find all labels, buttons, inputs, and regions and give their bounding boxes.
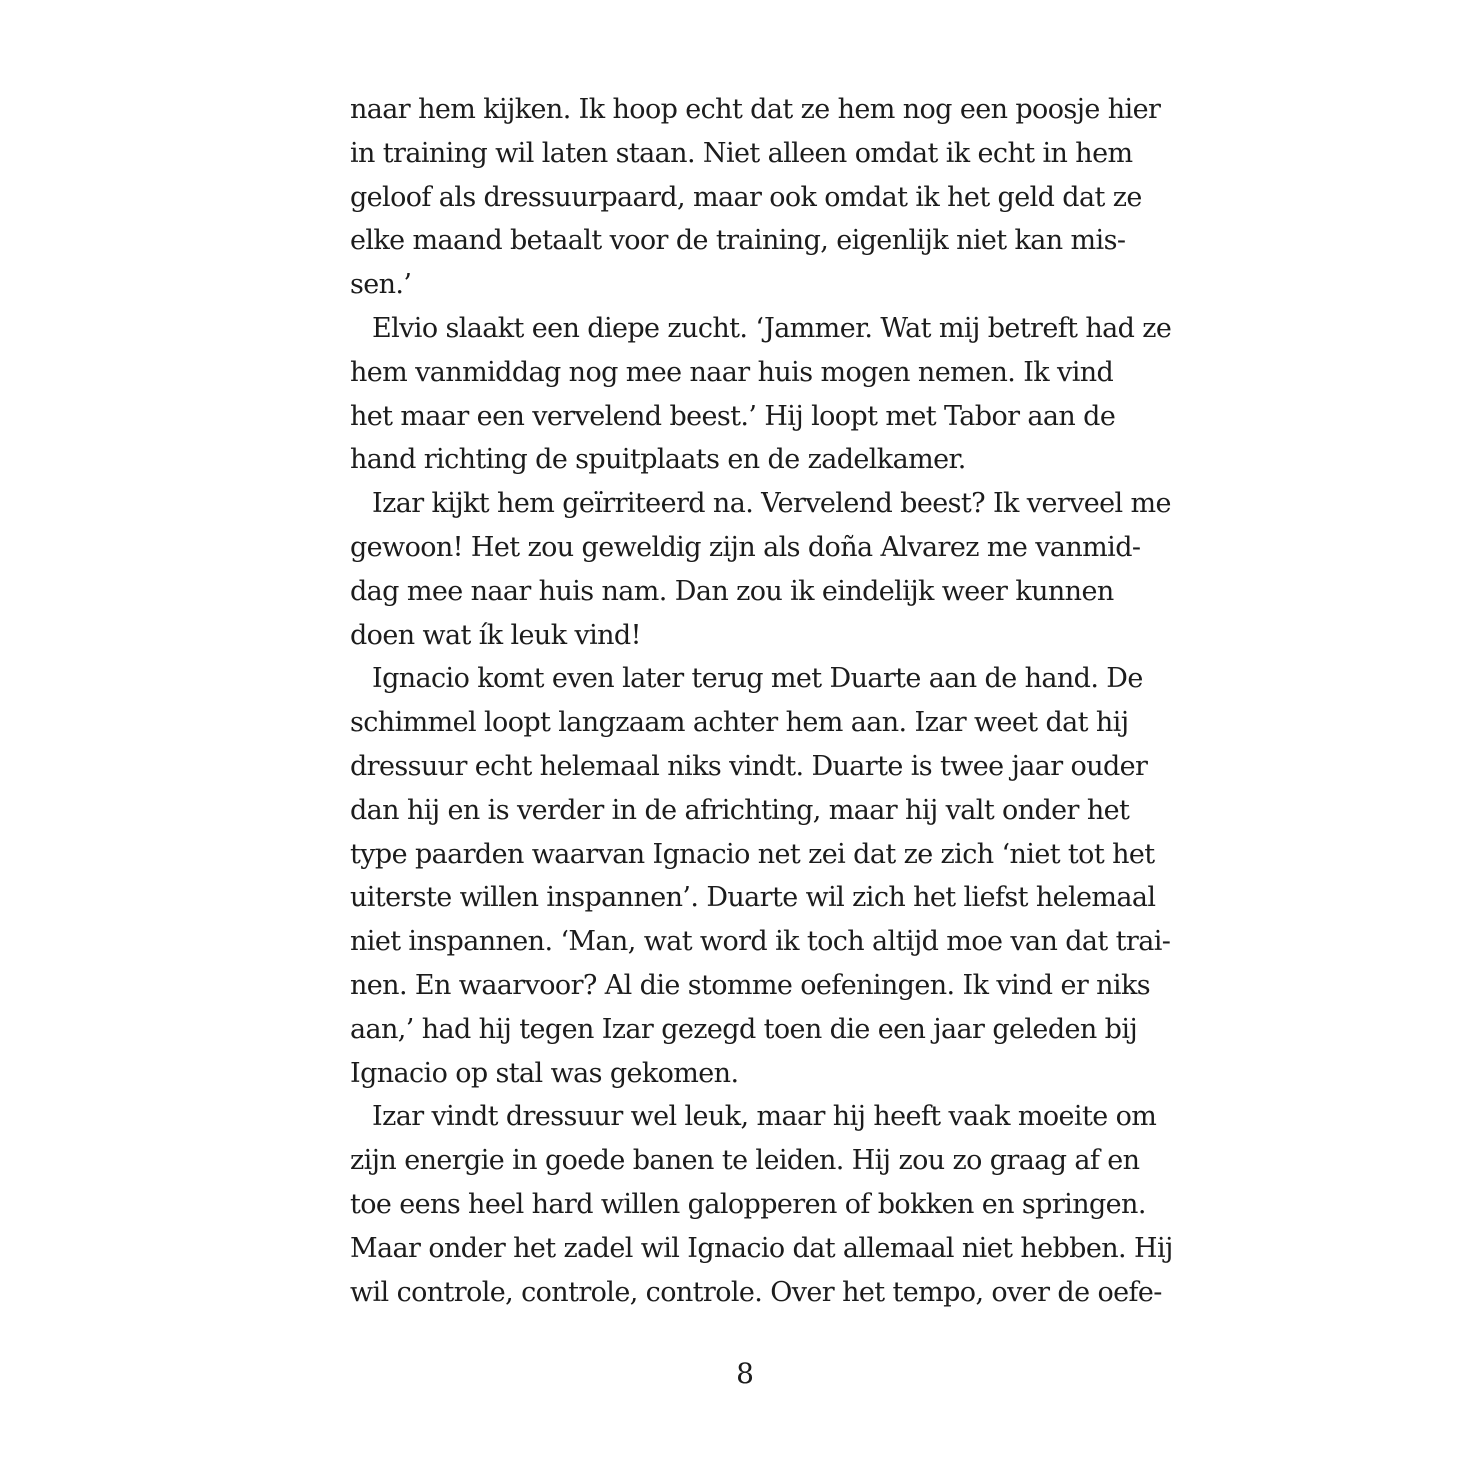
text-line: Maar onder het zadel wil Ignacio dat allemaal niet hebben. Hij bbox=[350, 1232, 1173, 1264]
text-line: sen.’ bbox=[350, 269, 412, 301]
text-line: het maar een vervelend beest.’ Hij loopt met Tabor aan de bbox=[350, 400, 1116, 432]
page-number: 8 bbox=[736, 1357, 754, 1390]
text-line: schimmel loopt langzaam achter hem aan. Izar weet dat hij bbox=[350, 707, 1129, 739]
text-line: type paarden waarvan Ignacio net zei dat ze zich ‘niet tot het bbox=[350, 838, 1155, 870]
text-line: niet inspannen. ‘Man, wat word ik toch altijd moe van dat trai- bbox=[350, 926, 1171, 958]
text-line: aan,’ had hij tegen Izar gezegd toen die een jaar geleden bij bbox=[350, 1013, 1138, 1045]
text-line: uiterste willen inspannen’. Duarte wil zich het liefst helemaal bbox=[350, 882, 1156, 914]
text-line: hand richting de spuitplaats en de zadelkamer. bbox=[350, 444, 966, 476]
text-line: elke maand betaalt voor de training, eigenlijk niet kan mis- bbox=[350, 225, 1126, 257]
paragraph-first-line: Ignacio komt even later terug met Duarte aan de hand. De bbox=[372, 663, 1143, 695]
paragraph-first-line: Elvio slaakt een diepe zucht. ‘Jammer. Wat mij betreft had ze bbox=[372, 312, 1172, 344]
text-line: in training wil laten staan. Niet alleen omdat ik echt in hem bbox=[350, 137, 1133, 169]
paragraph-first-line: Izar vindt dressuur wel leuk, maar hij heeft vaak moeite om bbox=[372, 1101, 1157, 1133]
text-line: wil controle, controle, controle. Over het tempo, over de oefe- bbox=[350, 1276, 1162, 1308]
text-line: doen wat ík leuk vind! bbox=[350, 619, 641, 651]
text-line: hem vanmiddag nog mee naar huis mogen nemen. Ik vind bbox=[350, 356, 1114, 388]
text-line: geloof als dressuurpaard, maar ook omdat ik het geld dat ze bbox=[350, 181, 1142, 213]
paragraph-first-line: Izar kijkt hem geïrriteerd na. Vervelend beest? Ik verveel me bbox=[372, 488, 1171, 520]
text-line: gewoon! Het zou geweldig zijn als doña Alvarez me vanmid- bbox=[350, 531, 1141, 563]
text-line: naar hem kijken. Ik hoop echt dat ze hem nog een poosje hier bbox=[350, 94, 1161, 125]
text-line: dan hij en is verder in de africhting, maar hij valt onder het bbox=[350, 794, 1130, 826]
text-line: dag mee naar huis nam. Dan zou ik eindelijk weer kunnen bbox=[350, 575, 1114, 607]
text-line: dressuur echt helemaal niks vindt. Duarte is twee jaar ouder bbox=[350, 750, 1148, 782]
text-line: toe eens heel hard willen galopperen of bokken en springen. bbox=[350, 1188, 1146, 1220]
text-line: Ignacio op stal was gekomen. bbox=[350, 1057, 739, 1089]
text-line: zijn energie in goede banen te leiden. Hij zou zo graag af en bbox=[350, 1145, 1140, 1177]
body-text bbox=[350, 88, 1173, 1314]
text-line: nen. En waarvoor? Al die stomme oefeningen. Ik vind er niks bbox=[350, 969, 1150, 1001]
